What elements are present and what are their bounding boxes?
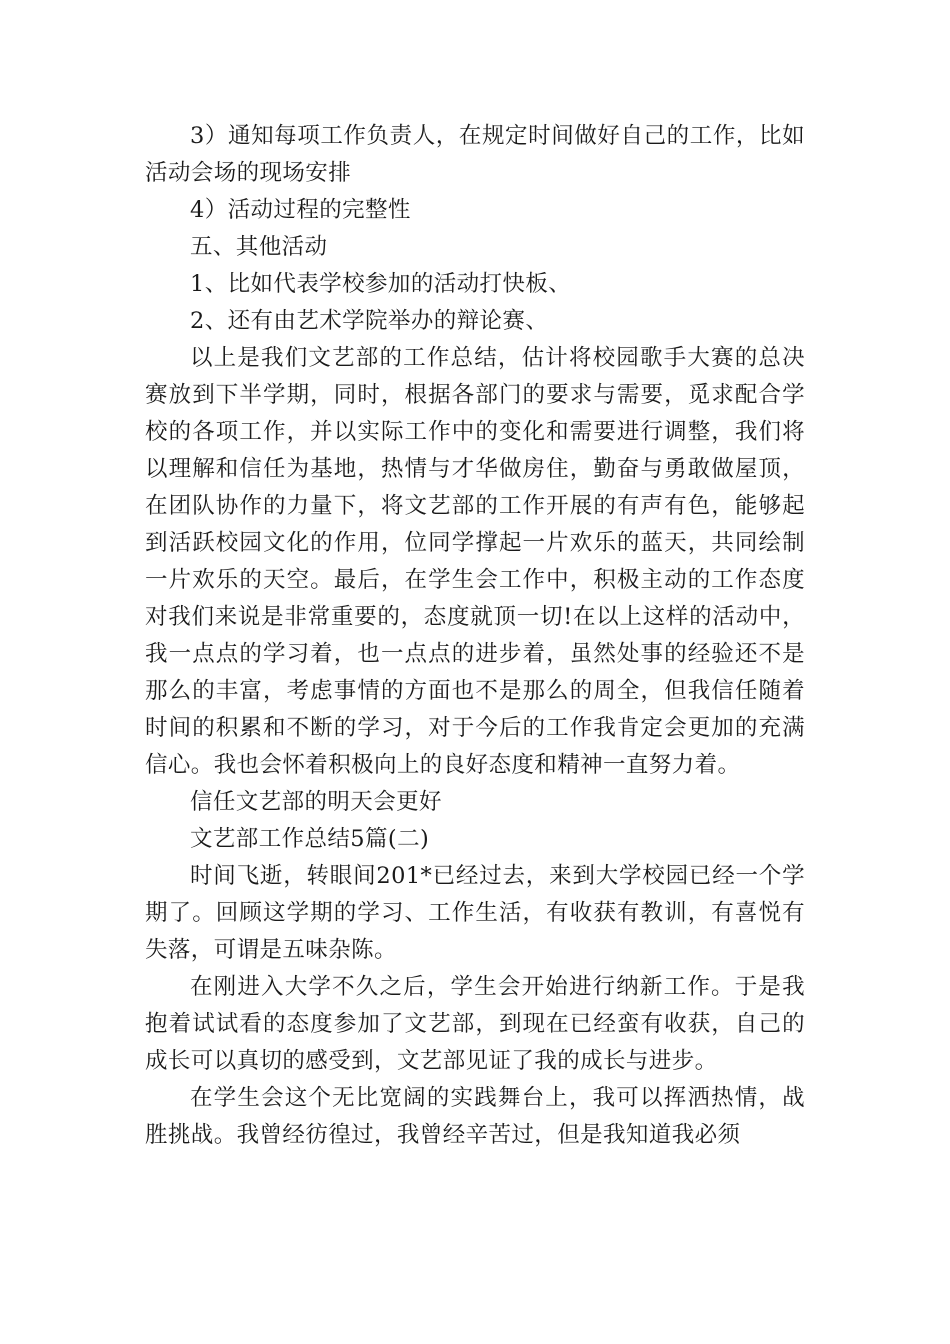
paragraph-item-3: 3）通知每项工作负责人，在规定时间做好自己的工作，比如活动会场的现场安排 bbox=[145, 123, 805, 186]
summary-paragraph: 以上是我们文艺部的工作总结，估计将校园歌手大赛的总决赛放到下半学期，同时，根据各部门的要求与需要，觅求配合学校的各项工作，并以实际工作中的变化和需要进行调整，我们将以理解和信任为基地，热情与才华做房住，勤奋与勇敢做屋顶，在团队协作的力量下，将文艺部的工作开展的有声有色，能够起到活跃校园文化的作用，位同学撑起一片欢乐的蓝天，共同绘制一片欢乐的天空。最后，在学生会工作中，积极主动的工作态度对我们来说是非常重要的，态度就顶一切!在以上这样的活动中，我一点点的学习着，也一点点的进步着，虽然处事的经验还不是那么的丰富，考虑事情的方面也不是那么的周全，但我信任随着时间的积累和不断的学习，对于今后的工作我肯定会更加的充满信心。我也会怀着积极向上的良好态度和精神一直努力着。 bbox=[145, 345, 805, 778]
paragraph-joining-department: 在刚进入大学不久之后，学生会开始进行纳新工作。于是我抱着试试看的态度参加了文艺部，到现在已经蛮有收获，自己的成长可以真切的感受到，文艺部见证了我的成长与进步。 bbox=[145, 974, 805, 1074]
paragraph-practice-stage: 在学生会这个无比宽阔的实践舞台上，我可以挥洒热情，战胜挑战。我曾经彷徨过，我曾经辛苦过，但是我知道我必须 bbox=[145, 1085, 805, 1148]
list-item-2: 2、还有由艺术学院举办的辩论赛、 bbox=[190, 308, 549, 334]
paragraph-time-flies: 时间飞逝，转眼间201*已经过去，来到大学校园已经一个学期了。回顾这学期的学习、工作生活，有收获有教训，有喜悦有失落，可谓是五味杂陈。 bbox=[145, 863, 805, 963]
document-body bbox=[145, 118, 805, 1154]
paragraph-item-4: 4）活动过程的完整性 bbox=[190, 197, 411, 223]
closing-line: 信任文艺部的明天会更好 bbox=[190, 789, 442, 815]
list-item-1: 1、比如代表学校参加的活动打快板、 bbox=[190, 271, 572, 297]
section-title-part-two: 文艺部工作总结5篇(二) bbox=[190, 826, 430, 852]
section-heading-other-activities: 五、其他活动 bbox=[190, 234, 328, 260]
